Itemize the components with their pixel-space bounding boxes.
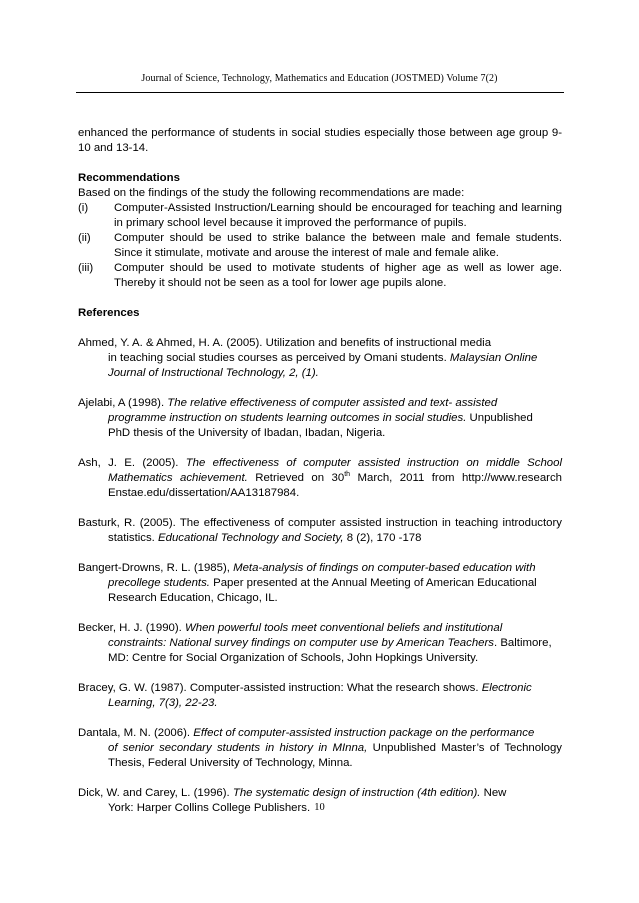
reference-text: PhD thesis of the University of Ibadan, Ibadan, Nigeria.: [108, 427, 386, 439]
reference-text: Bangert-Drowns, R. L. (1985),: [78, 562, 234, 574]
reference-title: The relative effectiveness of computer assisted and text- assisted: [167, 397, 498, 409]
reference-text: York: Harper Collins College Publishers.: [108, 802, 311, 814]
reference-title: precollege students.: [108, 577, 210, 589]
reference-source: Electronic: [481, 682, 532, 694]
reference-entry: [78, 561, 562, 606]
reference-text: in teaching social studies courses as perceived by Omani students.: [108, 352, 450, 364]
recommendation-item: [78, 261, 562, 291]
reference-entry: [78, 621, 562, 666]
recommendation-text: Computer should be used to strike balance the between male and female students. Since it stimulate, motivate and arouse the interest of male and female alike.: [114, 232, 562, 259]
reference-title: programme instruction on students learning outcomes in social studies.: [108, 412, 467, 424]
reference-text: Thesis, Federal University of Technology, Minna.: [108, 757, 353, 769]
reference-text: Retrieved on 30: [247, 472, 345, 484]
reference-text: Unpublished Master’s of Technology: [367, 742, 562, 754]
reference-entry: [78, 336, 562, 381]
recommendation-number: (i): [78, 202, 89, 214]
reference-title: Mathematics achievement.: [108, 472, 248, 484]
recommendations-heading: Recommendations: [78, 172, 180, 184]
recommendations-lead: Based on the findings of the study the following recommendations are made:: [78, 187, 465, 199]
reference-text: statistics.: [108, 532, 159, 544]
reference-superscript: th: [344, 471, 351, 479]
reference-entry: [78, 726, 562, 771]
reference-title: When powerful tools meet conventional beliefs and institutional: [185, 622, 503, 634]
reference-text: Research Education, Chicago, IL.: [108, 592, 278, 604]
reference-url: Enstae.edu/dissertation/AA13187984.: [108, 487, 300, 499]
reference-source: Malaysian Online: [449, 352, 538, 364]
reference-text: 8 (2), 170 -178: [343, 532, 422, 544]
reference-text: Ajelabi, A (1998).: [78, 397, 168, 409]
reference-title: The systematic design of instruction (4th edition).: [232, 787, 481, 799]
reference-title: of senior secondary students in history in MInna,: [108, 742, 368, 754]
reference-source: Educational Technology and Society,: [158, 532, 344, 544]
reference-text: Becker, H. J. (1990).: [78, 622, 185, 634]
references-heading: References: [78, 307, 140, 319]
page-number: 10: [314, 802, 325, 813]
reference-text: Basturk, R. (2005). The effectiveness of computer assisted instruction in teaching introductory: [78, 517, 562, 529]
reference-text: Dantala, M. N. (2006).: [78, 727, 194, 739]
reference-source: Learning, 7(3), 22-23.: [108, 697, 218, 709]
reference-entry: [78, 516, 562, 546]
recommendation-text: Computer-Assisted Instruction/Learning should be encouraged for teaching and learning in primary school level because it improved the performance of pupils.: [114, 202, 562, 229]
reference-text: Ash, J. E. (2005).: [78, 457, 186, 469]
reference-line: [78, 456, 562, 471]
reference-text: Paper presented at the Annual Meeting of American Educational: [209, 577, 537, 589]
intro-line-2: 10 and 13-14.: [78, 142, 149, 154]
reference-text: MD: Centre for Social Organization of Schools, John Hopkings University.: [108, 652, 479, 664]
running-header: Journal of Science, Technology, Mathematics and Education (JOSTMED) Volume 7(2): [141, 73, 498, 84]
reference-text: Dick, W. and Carey, L. (1996).: [78, 787, 233, 799]
reference-title: The effectiveness of computer assisted instruction on middle School: [185, 457, 562, 469]
recommendation-item: [78, 201, 562, 231]
reference-entry: [78, 456, 562, 501]
reference-text: Ahmed, Y. A. & Ahmed, H. A. (2005). Utilization and benefits of instructional media: [78, 337, 492, 349]
header-rule: [76, 92, 564, 93]
reference-entry: [78, 396, 562, 441]
intro-line-1: enhanced the performance of students in social studies especially those between age group 9-: [78, 127, 562, 139]
reference-text: Unpublished: [466, 412, 533, 424]
reference-title: Effect of computer-assisted instruction package on the performance: [193, 727, 535, 739]
reference-text: New: [480, 787, 507, 799]
recommendation-item: [78, 231, 562, 261]
reference-text: . Baltimore,: [494, 637, 552, 649]
reference-entry: [78, 681, 562, 711]
recommendation-number: (ii): [78, 232, 91, 244]
recommendation-text: Computer should be used to motivate students of higher age as well as lower age. Thereby it should not be seen as a tool for lower age pupils alone.: [114, 262, 562, 289]
reference-text: March, 2011 from http://www.research: [350, 472, 562, 484]
reference-source: Journal of Instructional Technology, 2, (1).: [108, 367, 319, 379]
recommendation-number: (iii): [78, 262, 94, 274]
reference-title: constraints: National survey findings on computer use by American Teachers: [108, 637, 494, 649]
reference-text: Bracey, G. W. (1987). Computer-assisted instruction: What the research shows.: [78, 682, 482, 694]
body-content: [78, 126, 562, 816]
reference-title: Meta-analysis of findings on computer-based education with: [233, 562, 536, 574]
